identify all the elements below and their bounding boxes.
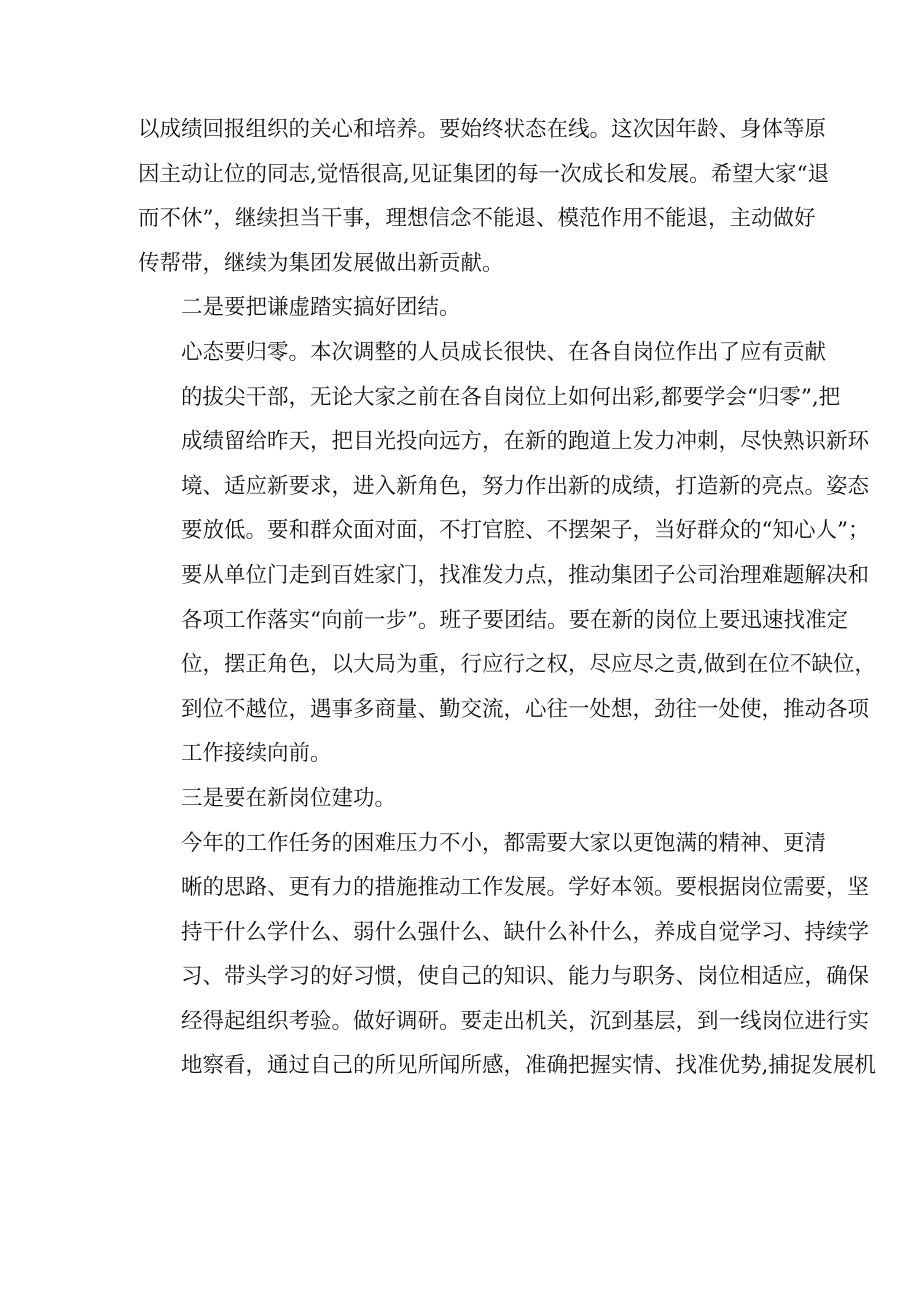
heading-line: 二是要把谦虚踏实搞好团结。 [181,295,461,321]
text-line: 以成绩回报组织的关心和培养。要始终状态在线。这次因年龄、身体等原 [138,117,827,142]
paragraph-2 [138,331,876,777]
text-line: 因主动让位的同志,觉悟很高,见证集团的每一次成长和发展。希望大家“退 [138,161,830,187]
text-line: 位，摆正角色，以大局为重，行应行之权，尽应尽之责,做到在位不缺位， [181,652,876,678]
paragraph-3 [138,822,876,1090]
text-line: 的拔尖干部，无论大家之前在各自岗位上如何出彩,都要学会“归零”,把 [181,384,841,410]
heading-line: 三是要在新岗位建功。 [181,785,397,811]
text-line: 境、适应新要求，进入新角色，努力作出新的成绩，打造新的亮点。姿态 [181,473,870,499]
text-line: 晰的思路、更有力的措施推动工作发展。学好本领。要根据岗位需要，坚 [181,875,870,901]
text-line: 持干什么学什么、弱什么强什么、缺什么补什么，养成自觉学习、持续学 [181,919,870,945]
text-line: 今年的工作任务的困难压力不小，都需要大家以更饱满的精神、更清 [181,830,827,856]
paragraph-1 [138,108,830,286]
text-line: 经得起组织考验。做好调研。要走出机关，沉到基层，到一线岗位进行实 [181,1008,870,1034]
text-line: 要放低。要和群众面对面，不打官腔、不摆架子，当好群众的“知心人”； [181,518,870,544]
text-line: 心态要归零。本次调整的人员成长很快、在各自岗位作出了应有贡献 [181,339,827,365]
text-line: 而不休”，继续担当干事，理想信念不能退、模范作用不能退，主动做好 [138,206,816,232]
section-heading-3 [138,777,788,822]
text-line: 成绩留给昨天，把目光投向远方，在新的跑道上发力冲刺，尽快熟识新环 [181,429,870,455]
text-line: 要从单位门走到百姓家门，找准发力点，推动集团子公司治理难题解决和 [181,562,870,588]
text-line: 到位不越位，遇事多商量、勤交流，心往一处想，劲往一处使，推动各项 [181,696,870,722]
text-line: 工作接续向前。 [181,741,332,767]
text-line: 地察看，通过自己的所见所闻所感，准确把握实情、找准优势,捕捉发展机 [181,1053,876,1079]
text-line: 各项工作落实“向前一步”。班子要团结。要在新的岗位上要迅速找准定 [181,607,848,633]
document-body [138,108,876,1089]
section-heading-2 [138,286,788,331]
text-line: 习、带头学习的好习惯，使自己的知识、能力与职务、岗位相适应，确保 [181,964,870,990]
text-line: 传帮带，继续为集团发展做出新贡献。 [138,250,504,276]
